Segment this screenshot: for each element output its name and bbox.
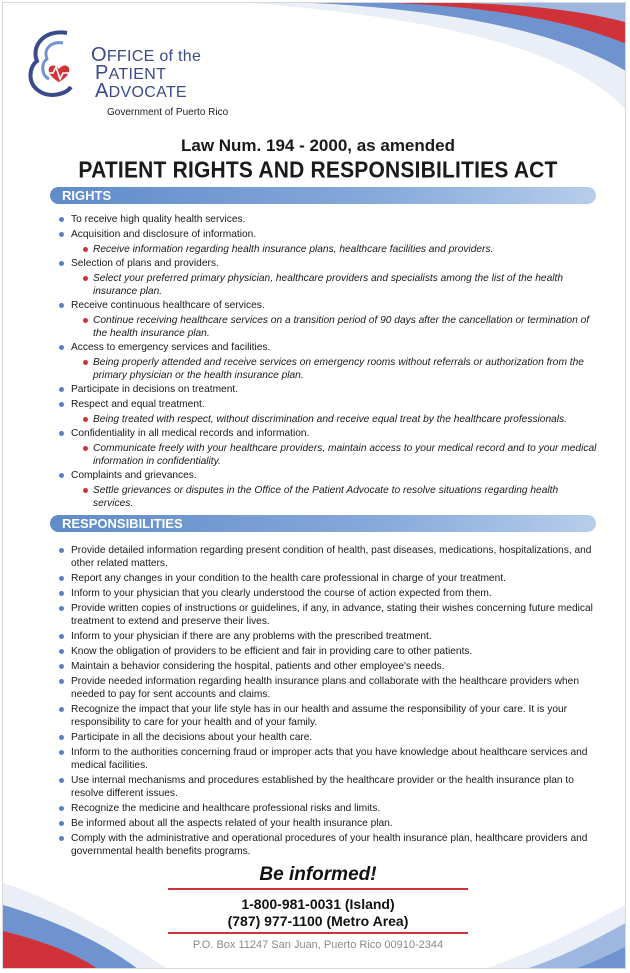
rights-item-text: Complaints and grievances.: [71, 470, 197, 481]
bullet-icon: [59, 217, 64, 222]
responsibility-item: [59, 660, 599, 673]
rights-sub-item: [59, 442, 599, 468]
responsibility-item-text: Know the obligation of providers to be efficient and fair in providing care to other patients.: [71, 646, 473, 657]
logo-initial-a: A: [95, 80, 109, 102]
rights-item-text: Selection of plans and providers.: [71, 258, 219, 269]
rights-sub-item: [59, 272, 599, 298]
bullet-icon: [59, 402, 64, 407]
logo-rest-office: FFICE of the: [106, 48, 202, 65]
responsibility-item: [59, 832, 599, 858]
phone-metro: (787) 977-1100 (Metro Area): [227, 913, 409, 929]
patient-advocate-emblem-icon: [25, 25, 95, 115]
rights-sub-item: [59, 314, 599, 340]
rights-sub-item-text: Settle grievances or disputes in the Office of the Patient Advocate to resolve situations regarding health services.: [93, 485, 559, 509]
bullet-icon: [59, 576, 64, 581]
rights-list: [59, 213, 599, 511]
bullet-icon: [59, 261, 64, 266]
bullet-icon: [59, 679, 64, 684]
bullet-icon: [59, 707, 64, 712]
rights-sub-item-text: Being properly attended and receive services on emergency rooms without referrals or authorization from the primary physician or the health insurance plan.: [93, 357, 584, 381]
responsibility-item-text: Participate in all the decisions about your health care.: [71, 732, 313, 743]
office-logo: [25, 25, 265, 121]
rights-item-text: Participate in decisions on treatment.: [71, 384, 239, 395]
responsibility-item-text: Inform to your physician if there are any problems with the prescribed treatment.: [71, 631, 432, 642]
red-bullet-icon: [83, 417, 88, 422]
rights-sub-item: [59, 243, 599, 256]
logo-line-advocate: [95, 80, 201, 102]
responsibility-item: [59, 746, 599, 772]
rights-item: [59, 383, 599, 396]
responsibilities-list: [59, 544, 599, 860]
responsibility-item-text: Inform to your physician that you clearly understood the course of action expected from them.: [71, 588, 492, 599]
red-bullet-icon: [83, 247, 88, 252]
responsibility-item-text: Recognize the impact that your life style has in our health and assume the responsibility of your care. It is your responsibility to care for your health and of your family.: [71, 704, 568, 728]
rights-item: [59, 213, 599, 226]
responsibility-item-text: Comply with the administrative and operational procedures of your health insurance plan, healthcare providers and governmental health benefits programs.: [71, 833, 588, 857]
responsibility-item: [59, 731, 599, 744]
logo-rest-advocate: DVOCATE: [108, 84, 187, 101]
po-box-address: P.O. Box 11247 San Juan, Puerto Rico 00910-2344: [192, 939, 444, 951]
be-informed-heading: Be informed!: [259, 864, 377, 885]
bullet-icon: [59, 232, 64, 237]
responsibility-item: [59, 802, 599, 815]
logo-initial-p: P: [95, 62, 109, 84]
responsibilities-heading-bar: [50, 515, 596, 532]
logo-wordmark: [91, 44, 202, 102]
responsibility-item: [59, 572, 599, 585]
rights-item: [59, 341, 599, 354]
top-right-swoosh: [253, 3, 626, 113]
bullet-icon: [59, 548, 64, 553]
poster-frame: [2, 2, 626, 969]
rights-item-text: Respect and equal treatment.: [71, 399, 205, 410]
phone-island: 1-800-981-0031 (Island): [241, 896, 395, 912]
responsibility-item-text: Use internal mechanisms and procedures established by the healthcare provider or the health insurance plan to resolve different issues.: [71, 775, 574, 799]
footer-divider-bottom: [168, 932, 468, 934]
bullet-icon: [59, 778, 64, 783]
red-bullet-icon: [83, 446, 88, 451]
red-bullet-icon: [83, 276, 88, 281]
rights-sub-item-text: Select your preferred primary physician, healthcare providers and specialists among the list of the health insurance plan.: [93, 273, 563, 297]
responsibility-item-text: Provide needed information regarding health insurance plans and collaborate with the healthcare providers when needed to pay for sent accounts and claims.: [71, 676, 579, 700]
rights-sub-item-text: Receive information regarding health insurance plans, healthcare facilities and providers.: [93, 244, 494, 255]
responsibility-item: [59, 587, 599, 600]
rights-item-text: To receive high quality health services.: [71, 214, 246, 225]
rights-heading-bar: [50, 187, 596, 204]
bullet-icon: [59, 821, 64, 826]
bullet-icon: [59, 836, 64, 841]
responsibility-item: [59, 630, 599, 643]
responsibility-item: [59, 602, 599, 628]
bullet-icon: [59, 806, 64, 811]
bullet-icon: [59, 387, 64, 392]
responsibility-item-text: Be informed about all the aspects related of your health insurance plan.: [71, 818, 393, 829]
responsibility-item: [59, 817, 599, 830]
bullet-icon: [59, 303, 64, 308]
red-bullet-icon: [83, 488, 88, 493]
rights-item-text: Receive continuous healthcare of services.: [71, 300, 265, 311]
responsibility-item-text: Report any changes in your condition to the health care professional in charge of your treatment.: [71, 573, 506, 584]
rights-item-text: Access to emergency services and facilities.: [71, 342, 271, 353]
responsibility-item-text: Inform to the authorities concerning fraud or improper acts that you have knowledge about healthcare services and medical facilities.: [71, 747, 588, 771]
responsibilities-heading: RESPONSIBILITIES: [62, 516, 183, 531]
bullet-icon: [59, 606, 64, 611]
bullet-icon: [59, 345, 64, 350]
logo-line-patient: [95, 62, 201, 84]
bullet-icon: [59, 473, 64, 478]
rights-item: [59, 257, 599, 270]
rights-sub-item-text: Being treated with respect, without discrimination and receive equal treat by the healthcare professionals.: [93, 414, 567, 425]
responsibility-item-text: Provide written copies of instructions or guidelines, if any, in advance, stating their wishes concerning future medical treatment to extend and preserve their lives.: [71, 603, 593, 627]
responsibility-item-text: Recognize the medicine and healthcare professional risks and limits.: [71, 803, 381, 814]
bullet-icon: [59, 431, 64, 436]
bullet-icon: [59, 634, 64, 639]
rights-item: [59, 427, 599, 440]
logo-government-caption: Government of Puerto Rico: [107, 107, 229, 118]
bullet-icon: [59, 735, 64, 740]
rights-item: [59, 228, 599, 241]
rights-sub-item: [59, 356, 599, 382]
rights-item: [59, 398, 599, 411]
responsibility-item-text: Provide detailed information regarding present condition of health, past diseases, medications, hospitalizations, and other related matters.: [71, 545, 592, 569]
responsibility-item-text: Maintain a behavior considering the hospital, patients and other employee's needs.: [71, 661, 445, 672]
rights-heading: RIGHTS: [62, 188, 112, 203]
responsibility-item: [59, 675, 599, 701]
rights-item: [59, 469, 599, 482]
bullet-icon: [59, 649, 64, 654]
rights-sub-item: [59, 413, 599, 426]
rights-item: [59, 299, 599, 312]
red-bullet-icon: [83, 318, 88, 323]
rights-sub-item: [59, 484, 599, 510]
rights-item-text: Acquisition and disclosure of information.: [71, 229, 257, 240]
red-bullet-icon: [83, 360, 88, 365]
footer-divider-top: [168, 888, 468, 890]
logo-rest-patient: ATIENT: [108, 66, 167, 83]
bullet-icon: [59, 591, 64, 596]
responsibility-item: [59, 544, 599, 570]
bullet-icon: [59, 664, 64, 669]
responsibility-item: [59, 774, 599, 800]
page-title: PATIENT RIGHTS AND RESPONSIBILITIES ACT: [78, 158, 558, 183]
responsibility-item: [59, 645, 599, 658]
bullet-icon: [59, 750, 64, 755]
logo-initial-o: O: [91, 44, 107, 66]
rights-item-text: Confidentiality in all medical records and information.: [71, 428, 310, 439]
law-number: Law Num. 194 - 2000, as amended: [180, 136, 455, 155]
responsibility-item: [59, 703, 599, 729]
rights-sub-item-text: Continue receiving healthcare services on a transition period of 90 days after the cancellation or termination of the health insurance plan.: [93, 315, 590, 339]
rights-sub-item-text: Communicate freely with your healthcare providers, maintain access to your medical record and to your medical information in confidentiality.: [93, 443, 597, 467]
